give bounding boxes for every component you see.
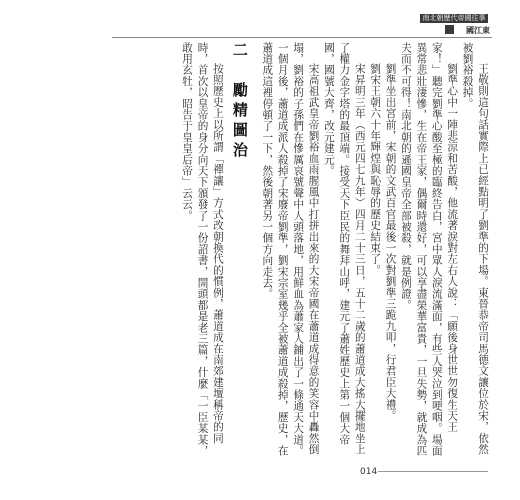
paragraph: 王敬則這句話實際上已經點明了劉準的下場。東晉恭帝司馬德文讓位於宋，依然被劉裕殺掉。 [461,42,489,456]
paragraph: 劉準坐出宮前，宋朝的文武百官最後一次對劉準三跪九叩，行君臣大禮。 [384,63,397,422]
paragraph: 按照歷史上以所謂「禪讓」方式改朝換代的慣例，蕭道成在南郊建壇稱帝的同時，首次以皇帝的身分向天下頒發了一份詔書，開頭都是老三篇，什麼「一臣某某，敢用玄牡，昭告于皇皇后帝」云云。 [181,42,224,457]
section-mark-icon [445,25,454,34]
page-number: 014 [360,467,378,477]
paragraph: 劉宋王朝六十年輝煌與恥辱的歷史結束了。 [369,63,382,276]
paragraph: 劉準心中一陣悲涼和苦酸，他流著淚對左右人說：「願後身世世勿復生天王家！」聽完劉準心酸至極的臨終告白，宮中眾人淚流滿面，有些人哭泣到哽咽。場面異常悲壯淒慘，生在帝王家，偶爾時還好，可以享盡榮華富貴，一旦失勢，就成為匹夫而不可得！南北朝的遜國皇帝全部被殺，就是例證。 [399,42,459,457]
running-header-section: 國江東 [466,25,490,35]
paragraph: 宋高祖武皇帝劉裕血雨腥風中打拼出來的大宋帝國在蕭道成得意的笑容中轟然倒塌，劉裕的子孫們在慘厲哀號聲中人頭落地，用鮮血為蕭家人鋪出了一條通天大道。一個月後，蕭道成派人殺掉了宋廢帝劉準，劉宋宗室幾乎全被蕭道成殺掉，歷史，在蕭道成這裡停頓了一下，然後朝著另一個方向走去。 [261,42,320,457]
section-heading: 二 勵精圖治 [230,42,249,162]
running-header-title: 南北朝歷代帝國往事 [422,14,486,22]
vertical-body-text [118,42,490,460]
footer-rule [378,471,488,472]
paragraph: 宋昇明三年（西元四七九年）四月二十三日，五十二歲的蕭道成大搖大擺地坐上了權力金字塔的最頂端。接受天下臣民的舞拜山呼，建元了蕭姓歷史上第一個大帝國，國號大齊，改元建元。 [322,42,366,456]
header-divider [112,37,492,38]
